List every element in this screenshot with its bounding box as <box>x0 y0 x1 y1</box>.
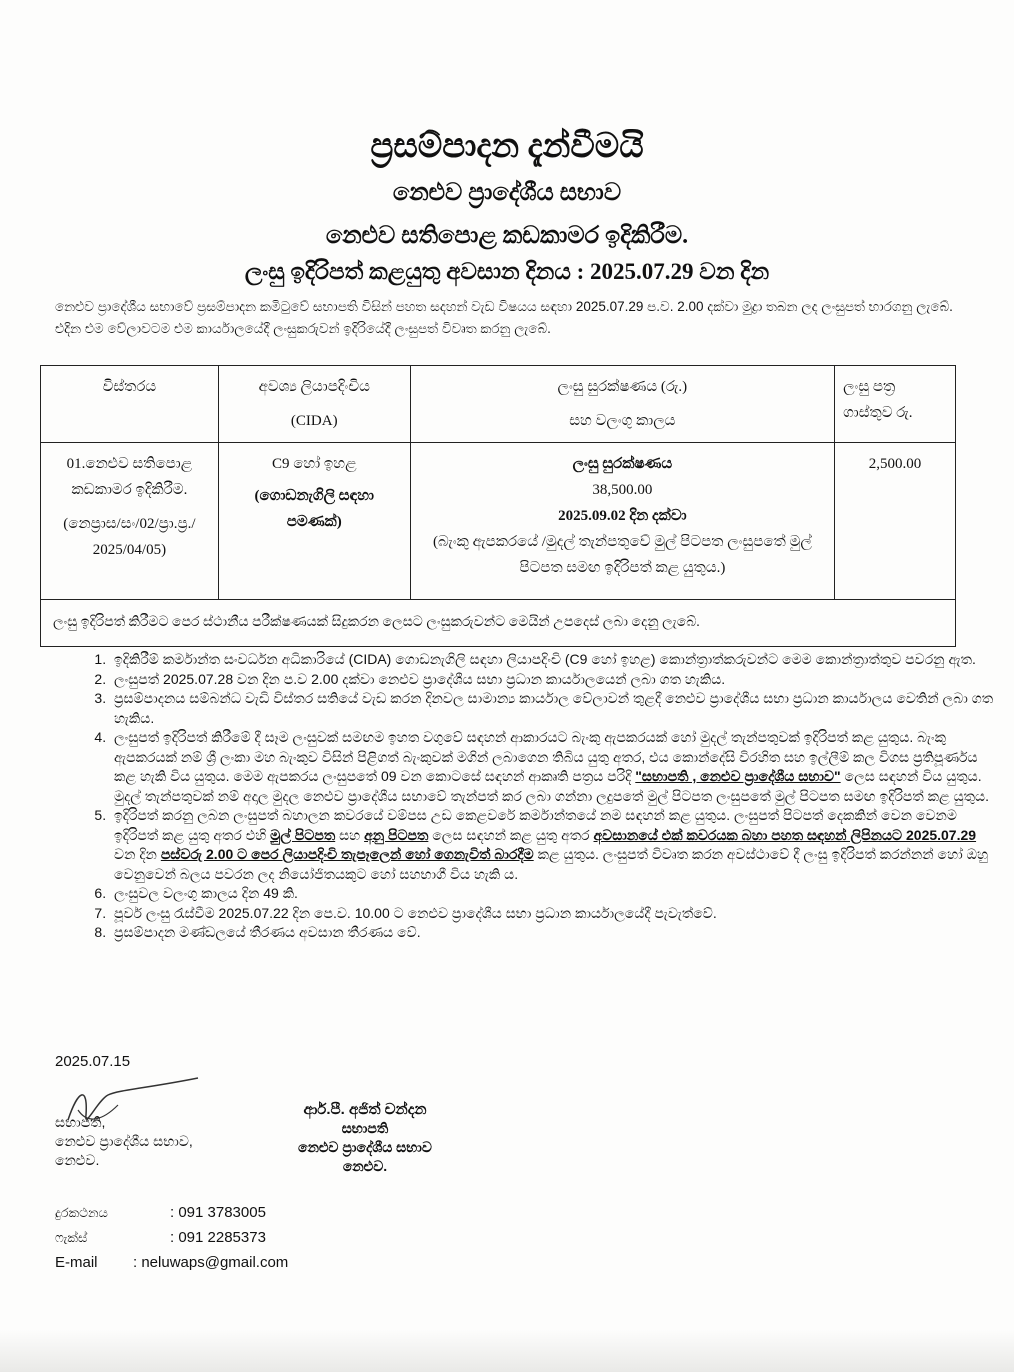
condition-item: 1. ඉදිකිරීම් කර්මාන්ත සංවර්ධන අධිකාරියේ (CIDA) ගොඩනැගිලි සඳහා ලියාපදිංචි (C9 හෝ ඉහළ) කොන්ත්‍රාත්කරුවන්ට මෙම කොන්ත්‍රාත්තුව පවරනු ඇත. <box>110 650 995 670</box>
header-security: ලංසු සුරක්ෂණය (රු.) <box>557 379 688 395</box>
submission-time-note: පස්වරු 2.00 ට පෙර ලියාපදිංචි තැපෑලෙන් හෝ ගෙනැවිත් බාරදීම <box>160 846 534 862</box>
row-description: 01.නෙළුව සතිපොළ කඩකාමර ඉදිකිරීම. <box>66 456 193 498</box>
condition-text: ලංසුපත් ඉදිරිපත් කිරීමේ දී සෑම ලංසුවක් සමඟම ඉහත වගුවේ සඳහන් ආකාරයට බැංකු ඇපකරයක් හෝ මුදල් තැන්පතුවක් ඉදිරිපත් කළ යුතුය. බැංකු ඇපකරයක් නම් ශ්‍රී ලංකා මහ බැංකුව විසින් පිළිගත් බැංකුවක් මගින් ලබාගෙන තිබිය යුතු අතර, එය කොන්දේසි විරහිත සහ ඉල්ලීම් කල විගස ප්‍රතිපූර්ණය කළ හැකි විය යුතුය. මෙම ඇපකරය ලංසුපතේ 09 වන කොටසේ සඳහන් ආකෘති පත්‍රය පරිදි <box>114 729 978 784</box>
site-inspection-note: ලංසු ඉදිරිපත් කිරීමට පෙර ස්ථානීය පරීක්ෂණයක් සිදුකරන ලෙසට ලංසුකරුවන්ට මෙයින් උපදෙස් ලබා දෙනු ලැබේ. <box>53 615 700 630</box>
signatory-block <box>55 1113 193 1170</box>
row-security-label: ලංසු සුරක්ෂණය <box>572 456 673 472</box>
official-stamp <box>270 1100 460 1176</box>
signatory-title: සභාපති, <box>55 1114 106 1130</box>
table-row <box>41 443 956 600</box>
condition-text: ඉදිරිපත් කරනු ලබන ලංසුපත් බහාලන කවරයේ වම්පස උඩ කෙළවරේ කර්මාන්තයේ නම සඳහන් කළ යුතුය. ලංසුපත් පිටපත් දෙකකින් වෙන වෙනම ඉදිරිපත් කළ යුතු අතර එහි <box>114 807 957 843</box>
payee-name: "සභාපති , නෙළුව ප්‍රාදේශීය සභාව" <box>635 768 841 784</box>
duplicate-copy: අනු පිටපත <box>364 826 429 843</box>
condition-item: 7. පූර්ව ලංසු රැස්වීම 2025.07.22 දින පෙ.ව. 10.00 ට නෙළුව ප්‍රාදේශීය සභා ප්‍රධාන කාර්යාලයේදී පැවැත්වේ. <box>110 904 995 924</box>
notice-date: 2025.07.15 <box>55 1053 131 1070</box>
row-registration: C9 හෝ ඉහළ <box>271 456 357 472</box>
condition-item: 2. ලංසුපත් 2025.07.28 වන දින ප.ව 2.00 දක්වා නෙළුව ප්‍රාදේශීය සභා ප්‍රධාන කාර්යාලයෙන් ලබා ගත හැකිය. <box>110 670 995 690</box>
contact-value: : 091 2285373 <box>170 1229 266 1246</box>
organization-name: නෙළුව ප්‍රාදේශීය සභාව <box>392 180 622 206</box>
page-shadow <box>0 1330 1014 1372</box>
submission-address-note: අවසානයේ එක් කවරයක බහා පහත සඳහන් ලිපිනයට 2025.07.29 <box>593 826 977 843</box>
condition-text: ලෙස සඳහන් විය යුතුය. මුදල් තැන්පතුවක් නම් අදාල මුදල නෙළුව ප්‍රාදේශීය සභාවේ තැන්පත් කර ලබා ගන්නා ලදුපතේ මුල් පිටපත ලංසුපතේ මුල් පිටපත සමඟ ඉදිරිපත් කළ යුතුය. <box>114 768 989 804</box>
contact-value: : neluwaps@gmail.com <box>133 1254 289 1271</box>
row-security-note: (බැංකු ඇපකරයේ /මුදල් තැන්පතුවේ මුල් පිටපත ලංසුපතේ මුල් පිටපත සමඟ ඉදිරිපත් කළ යුතුය.) <box>432 534 812 576</box>
condition-text: කළ යුතුය. ලංසුපත් විවෘත කරන අවස්ථාවේ දී ලංසු ඉදිරිපත් කරන්නන් හෝ ඔහු වෙනුවෙන් බලය පවරන ලද නියෝජිතයකුට හෝ සහභාගී විය හැකි ය. <box>114 846 988 882</box>
table-header-row <box>41 366 956 443</box>
condition-item <box>110 806 995 884</box>
contact-label: E-mail <box>55 1254 98 1271</box>
condition-text: සහ <box>335 826 365 843</box>
contact-label: ෆැක්ස් <box>55 1230 88 1245</box>
contact-phone <box>55 1200 288 1225</box>
intro-paragraph: නෙළුව ප්‍රාදේශීය සභාවේ ප්‍රසම්පාදන කමිටුවේ සභාපති විසින් පහත සදහන් වැඩ විෂයය සඳහා 2025.07.29 ප.ව. 2.00 දක්වා මුද්‍රා තබන ලද ලංසුපත් භාරගනු ලැබේ. එදින එම වේලාවටම එම කාර්යාලයේදී ලංසුකරුවන් ඉදිරියේදී ලංසුපත් විවෘත කරනු ලැබේ. <box>55 299 953 336</box>
notice-title: ප්‍රසම්පාදන දැන්වීමයි <box>370 128 644 165</box>
tender-table <box>40 365 956 647</box>
header-cida: (CIDA) <box>290 413 338 429</box>
stamp-org: නෙළුව ප්‍රාදේශීය සභාව <box>298 1139 432 1155</box>
condition-text: වන දින <box>114 846 161 862</box>
header-description: විස්තරය <box>102 379 157 395</box>
header-validity: සහ වලංගු කාලය <box>569 413 676 429</box>
condition-item: 6. ලංසුවල වලංගු කාලය දින 49 කි. <box>110 884 995 904</box>
contact-email <box>55 1250 288 1275</box>
condition-text: ලෙස සඳහන් කළ යුතු අතර <box>428 826 594 843</box>
project-name: නෙළුව සතිපොළ කඩකාමර ඉදිකිරීම. <box>325 223 689 249</box>
contact-value: : 091 3783005 <box>170 1204 266 1221</box>
row-registration-note: (ගොඩනැගිලි සඳහා පමණක්) <box>254 488 374 530</box>
original-copy: මුල් පිටපත <box>270 826 336 843</box>
condition-item: 3. ප්‍රසම්පාදනය සම්බන්ධ වැඩි විස්තර සතියේ වැඩ කරන දිනවල සාමාන්‍ය කාර්යාල වේලාවන් තුළදී නෙළුව ප්‍රාදේශීය සභා ප්‍රධාන කාර්යාලය වෙතින් ලබා ගත හැකිය. <box>110 689 995 728</box>
condition-item: 8. ප්‍රසම්පාදන මණ්ඩලයේ තීරණය අවසාන තීරණය වේ. <box>110 923 995 943</box>
signatory-place: නෙළුව. <box>55 1152 100 1168</box>
row-fee: 2,500.00 <box>868 456 922 472</box>
stamp-title: සභාපති <box>341 1120 389 1136</box>
contact-block <box>55 1200 288 1275</box>
row-security-amount: 38,500.00 <box>592 482 653 498</box>
deadline-line: ලංසු ඉදිරිපත් කළයුතු අවසාන දිනය : 2025.07.29 වන දින <box>244 259 770 284</box>
contact-fax <box>55 1225 288 1250</box>
stamp-name: ආර්.පී. අජිත් චන්දන <box>303 1101 427 1118</box>
contact-label: දුරකථනය <box>55 1205 108 1220</box>
signatory-org: නෙළුව ප්‍රාදේශීය සභාව, <box>55 1133 193 1149</box>
row-validity: 2025.09.02 දින දක්වා <box>558 508 687 524</box>
table-note-row <box>41 600 956 647</box>
condition-item <box>110 728 995 806</box>
conditions-list <box>80 650 995 943</box>
header-registration: අවශ්‍ය ලියාපදිංචිය <box>258 379 370 395</box>
header-fee: ලංසු පත්‍ර ගාස්තුව රු. <box>843 379 913 421</box>
stamp-place: නෙළුව. <box>342 1158 388 1174</box>
row-reference: (නෙප්‍රාස/සං/02/ප්‍රා.ප්‍ර./ 2025/04/05) <box>63 516 196 558</box>
